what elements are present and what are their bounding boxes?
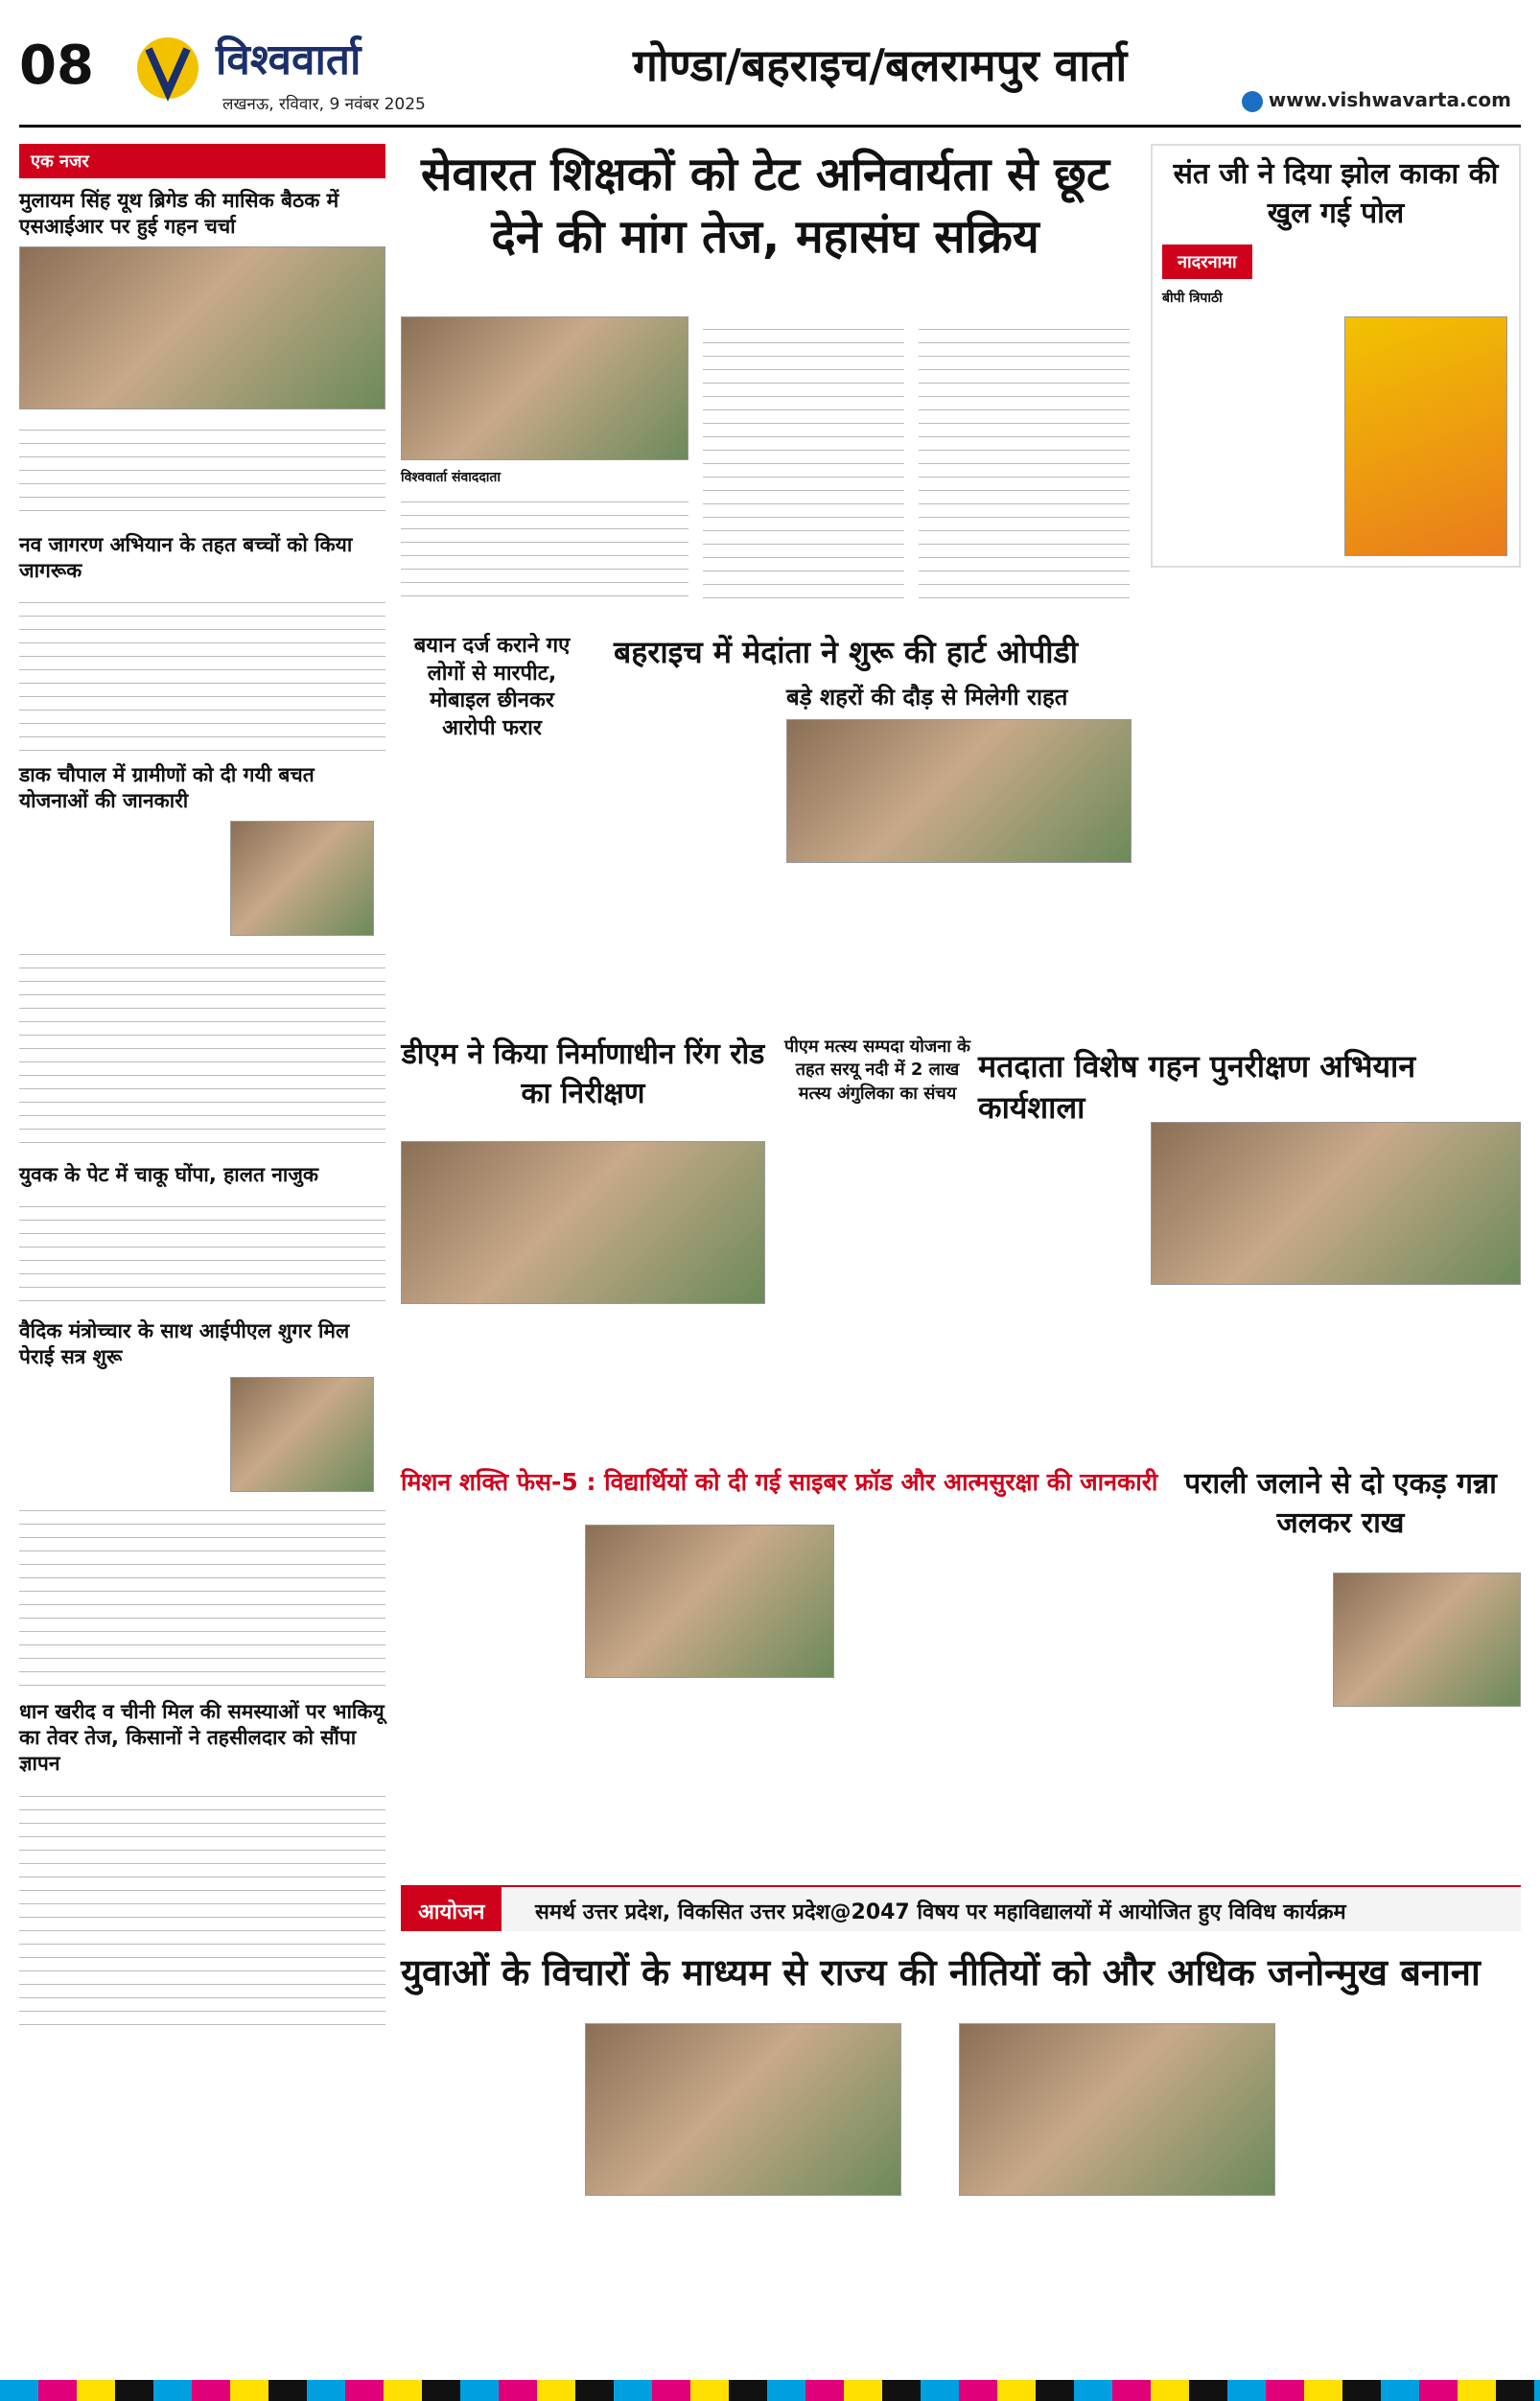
left-story-4-headline: युवक के पेट में चाकू घोंपा, हालत नाजुक <box>19 1162 319 1186</box>
main-headline: सेवारत शिक्षकों को टेट अनिवार्यता से छूट देने की मांग तेज, महासंघ सक्रिय <box>420 148 1110 264</box>
left-story-3-headline: डाक चौपाल में ग्रामीणों को दी गयी बचत योजनाओं की जानकारी <box>19 763 315 813</box>
main-photo <box>401 316 688 460</box>
right-column <box>1151 144 1521 568</box>
ek-nazar-tag: एक नजर <box>19 144 385 178</box>
sub-story-6-headline: मिशन शक्ति फेस-5 : विद्यार्थियों को दी गई साइबर फ्रॉड और आत्मसुरक्षा की जानकारी <box>401 1468 1158 1496</box>
page-number: 08 <box>19 35 94 97</box>
header-rule <box>19 125 1521 128</box>
brand-name: विश्ववार्ता <box>216 35 362 84</box>
left-story-3-body <box>19 942 385 1153</box>
left-column <box>19 144 385 2340</box>
left-story-6-body <box>19 1783 385 2033</box>
website-text: www.vishwavarta.com <box>1268 88 1511 111</box>
nadarnama-tag: नादरनामा <box>1162 245 1252 279</box>
bottom-headline: युवाओं के विचारों के माध्यम से राज्य की नीतियों को और अधिक जनोन्मुख बनाना <box>401 1951 1481 1993</box>
right-feature-byline: बीपी त्रिपाठी <box>1162 291 1223 306</box>
masthead <box>19 17 1521 132</box>
left-story-1-headline: मुलायम सिंह यूथ ब्रिगेड की मासिक बैठक में एसआईआर पर हुई गहन चर्चा <box>19 189 339 239</box>
left-story-5-photo <box>230 1377 374 1492</box>
brand-logo-icon <box>134 25 201 111</box>
dateline: लखनऊ, रविवार, 9 नवंबर 2025 <box>222 95 426 114</box>
globe-icon <box>1242 91 1263 112</box>
sub-story-5-headline: मतदाता विशेष गहन पुनरीक्षण अभियान कार्यशाला <box>978 1048 1416 1126</box>
print-registration-bar <box>0 2380 1540 2401</box>
sub-story-2-deck: बड़े शहरों की दौड़ से मिलेगी राहत <box>786 684 1068 711</box>
sub-story-5-photo <box>1151 1122 1521 1285</box>
sub-story-7-headline: पराली जलाने से दो एकड़ गन्ना जलकर राख <box>1184 1467 1497 1540</box>
event-text: समर्थ उत्तर प्रदेश, विकसित उत्तर प्रदेश@2047 विषय पर महाविद्यालयों में आयोजित हुए विविध कार्यक्रम <box>535 1900 1346 1924</box>
bottom-photo-1 <box>585 2023 901 2196</box>
right-feature-illustration <box>1344 316 1507 556</box>
event-tag: आयोजन <box>401 1887 502 1931</box>
left-story-1-photo <box>19 246 385 409</box>
sub-story-2-headline: बहराइच में मेदांता ने शुरू की हार्ट ओपीडी <box>614 634 1079 670</box>
left-story-2-body <box>19 590 385 753</box>
sub-story-1-headline: बयान दर्ज कराने गए लोगों से मारपीट, मोबाइल छीनकर आरोपी फरार <box>413 634 571 740</box>
left-story-5-headline: वैदिक मंत्रोच्चार के साथ आईपीएल शुगर मिल पेराई सत्र शुरू <box>19 1319 350 1369</box>
main-body-col2 <box>703 316 904 604</box>
sub-story-2-photo <box>786 719 1132 863</box>
event-strip <box>401 1885 1521 1931</box>
sub-story-6-photo <box>585 1525 834 1678</box>
sub-story-3-headline: डीएम ने किया निर्माणाधीन रिंग रोड का निरीक्षण <box>401 1037 765 1110</box>
left-story-3-photo <box>230 821 374 936</box>
bottom-photo-2 <box>959 2023 1275 2196</box>
main-story <box>401 316 1130 604</box>
left-story-5-body <box>19 1498 385 1690</box>
sub-story-3-photo <box>401 1141 765 1304</box>
left-story-6-headline: धान खरीद व चीनी मिल की समस्याओं पर भाकियू का तेवर तेज, किसानों ने तहसीलदार को सौंपा ज्ञापन <box>19 1699 385 1776</box>
left-story-2-headline: नव जागरण अभियान के तहत बच्चों को किया जागरूक <box>19 532 353 582</box>
main-body-col1 <box>401 489 688 604</box>
section-title: गोण्डा/बहराइच/बलरामपुर वार्ता <box>633 39 1128 91</box>
right-feature-headline: संत जी ने दिया झोल काका की खुल गई पोल <box>1173 157 1499 230</box>
main-body-col3 <box>919 316 1130 604</box>
left-story-4-body <box>19 1194 385 1309</box>
right-feature <box>1151 144 1521 568</box>
main-byline: विश्ववार्ता संवाददाता <box>401 470 502 485</box>
website-link[interactable] <box>1242 88 1511 112</box>
sub-story-4-headline: पीएम मत्स्य सम्पदा योजना के तहत सरयू नदी में 2 लाख मत्स्य अंगुलिका का संचय <box>784 1037 970 1104</box>
sub-story-7-photo <box>1333 1573 1521 1707</box>
left-story-1-body <box>19 417 385 523</box>
